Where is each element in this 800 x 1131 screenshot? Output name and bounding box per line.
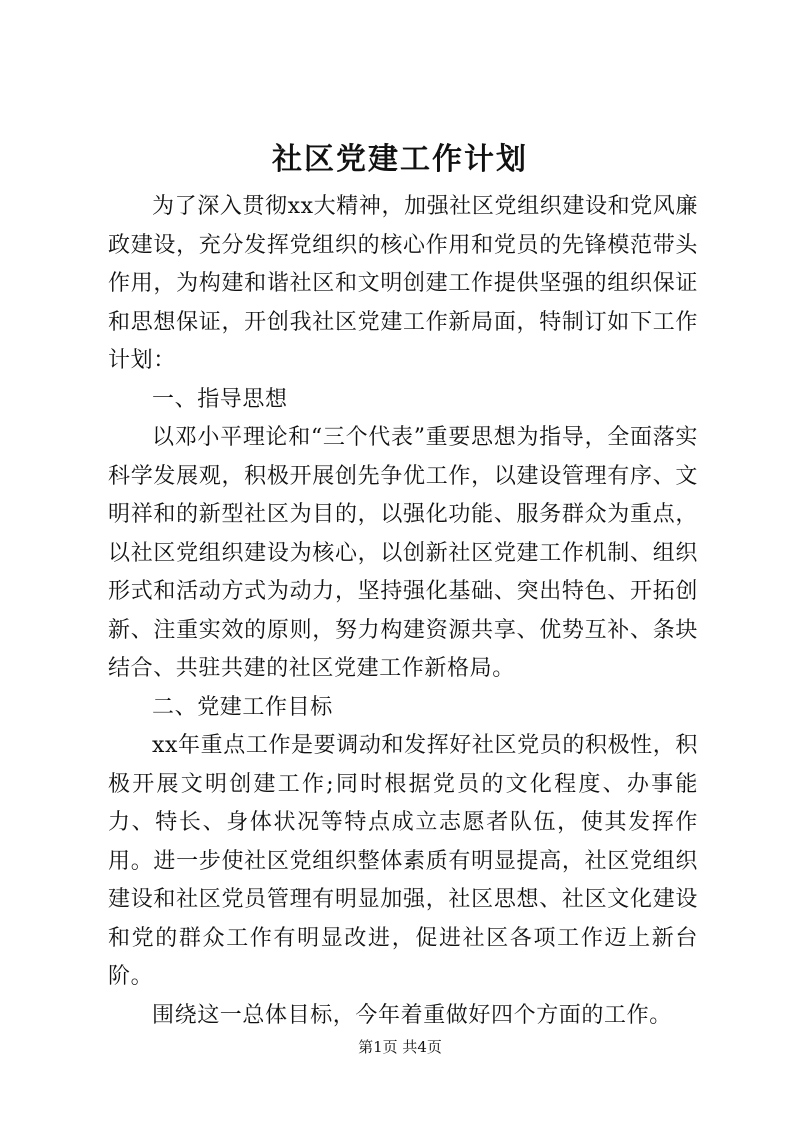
document-body	[108, 188, 698, 1035]
intro-paragraph: 为了深入贯彻xx大精神，加强社区党组织建设和党风廉政建设，充分发挥党组织的核心作用和党员的先锋模范带头作用，为构建和谐社区和文明创建工作提供坚强的组织保证和思想保证，开创我社区党建工作新局面，特制订如下工作计划：	[108, 194, 698, 373]
section1-paragraph: 以邓小平理论和“三个代表”重要思想为指导，全面落实科学发展观，积极开展创先争优工作，以建设管理有序、文明祥和的新型社区为目的，以强化功能、服务群众为重点，以社区党组织建设为核心，以创新社区党建工作机制、组织形式和活动方式为动力，坚持强化基础、突出特色、开拓创新、注重实效的原则，努力构建资源共享、优势互补、条块结合、共驻共建的社区党建工作新格局。	[108, 425, 698, 681]
section2-paragraph: xx年重点工作是要调动和发挥好社区党员的积极性，积极开展文明创建工作;同时根据党员的文化程度、办事能力、特长、身体状况等特点成立志愿者队伍，使其发挥作用。进一步使社区党组织整体素质有明显提高，社区党组织建设和社区党员管理有明显加强，社区思想、社区文化建设和党的群众工作有明显改进，促进社区各项工作迈上新台阶。	[108, 733, 698, 989]
section1-heading: 一、指导思想	[152, 386, 288, 412]
page-footer: 第1页 共4页	[358, 1038, 442, 1056]
section2-heading: 二、党建工作目标	[152, 694, 333, 720]
document-title: 社区党建工作计划	[272, 142, 528, 177]
section2-paragraph-2: 围绕这一总体目标，今年着重做好四个方面的工作。	[152, 1002, 672, 1028]
